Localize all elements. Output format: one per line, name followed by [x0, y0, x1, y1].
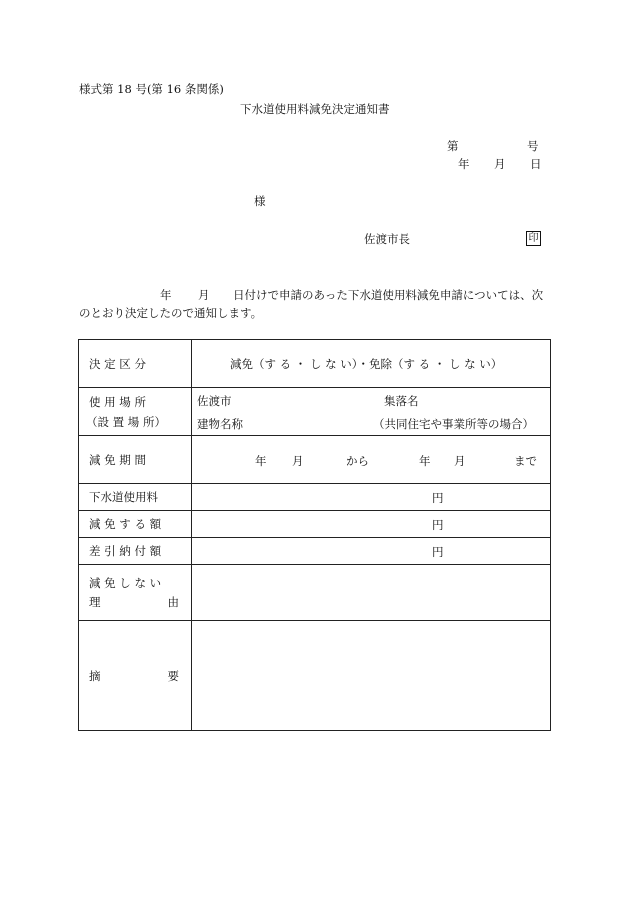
addressee-suffix: 様 — [254, 194, 266, 208]
period-year2: 年 — [419, 454, 431, 468]
fee-unit: 円 — [432, 491, 444, 505]
seal-mark — [526, 230, 541, 246]
seal-label: 印 — [526, 231, 541, 246]
row-period — [79, 436, 551, 484]
reason-value — [192, 565, 551, 621]
reduction-unit: 円 — [432, 518, 444, 532]
net-unit: 円 — [432, 545, 444, 559]
reason-label — [79, 565, 192, 621]
ref-year: 年 — [458, 157, 470, 171]
remarks-label-b: 要 — [167, 668, 179, 683]
period-label: 減 免 期 間 — [79, 436, 192, 484]
body-line2: のとおり決定したので通知します。 — [79, 306, 263, 320]
sender-name: 佐渡市長 — [364, 232, 410, 246]
location-label — [79, 388, 192, 436]
reason-label-2b: 由 — [167, 595, 179, 609]
row-remarks — [79, 621, 551, 731]
remarks-value — [192, 621, 551, 731]
reason-label-1: 減 免 し な い — [89, 576, 162, 590]
ref-month: 月 — [494, 157, 506, 171]
reason-label-2 — [89, 594, 191, 610]
document-title: 下水道使用料減免決定通知書 — [240, 102, 390, 116]
ref-go: 号 — [527, 139, 539, 153]
location-value — [192, 388, 551, 436]
building-note: （共同住宅や事業所等の場合） — [373, 417, 534, 431]
row-location — [79, 388, 551, 436]
row-reduction — [79, 511, 551, 538]
period-from: から — [346, 454, 369, 468]
body-year: 年 — [160, 288, 172, 302]
ref-day: 日 — [530, 157, 542, 171]
period-year1: 年 — [255, 454, 267, 468]
row-decision — [79, 340, 551, 388]
remarks-label — [79, 621, 192, 731]
body-line1: 日付けで申請のあった下水道使用料減免申請については、次 — [233, 288, 544, 302]
village-label: 集落名 — [384, 394, 419, 408]
reduction-label: 減 免 す る 額 — [79, 511, 192, 538]
net-value — [192, 538, 551, 565]
decision-value: 減免（す る ・ し な い）・免除（す る ・ し な い） — [192, 340, 551, 388]
body-month: 月 — [198, 288, 210, 302]
period-until: まで — [514, 454, 537, 468]
decision-table — [78, 339, 551, 731]
ref-dai: 第 — [447, 139, 459, 153]
building-label: 建物名称 — [197, 417, 243, 431]
fee-value — [192, 484, 551, 511]
location-city: 佐渡市 — [197, 394, 232, 408]
remarks-label-inner — [89, 668, 191, 684]
location-label-1: 使 用 場 所 — [89, 394, 146, 409]
decision-label: 決 定 区 分 — [79, 340, 192, 388]
location-label-2: （設 置 場 所） — [86, 414, 166, 429]
remarks-label-a: 摘 — [89, 668, 101, 683]
row-net — [79, 538, 551, 565]
row-fee — [79, 484, 551, 511]
reason-label-2a: 理 — [89, 595, 101, 609]
period-month1: 月 — [292, 454, 304, 468]
row-reason — [79, 565, 551, 621]
form-number: 様式第 18 号(第 16 条関係) — [79, 82, 224, 96]
period-value — [192, 436, 551, 484]
fee-label: 下水道使用料 — [79, 484, 192, 511]
reduction-value — [192, 511, 551, 538]
net-label: 差 引 納 付 額 — [79, 538, 192, 565]
period-month2: 月 — [454, 454, 466, 468]
